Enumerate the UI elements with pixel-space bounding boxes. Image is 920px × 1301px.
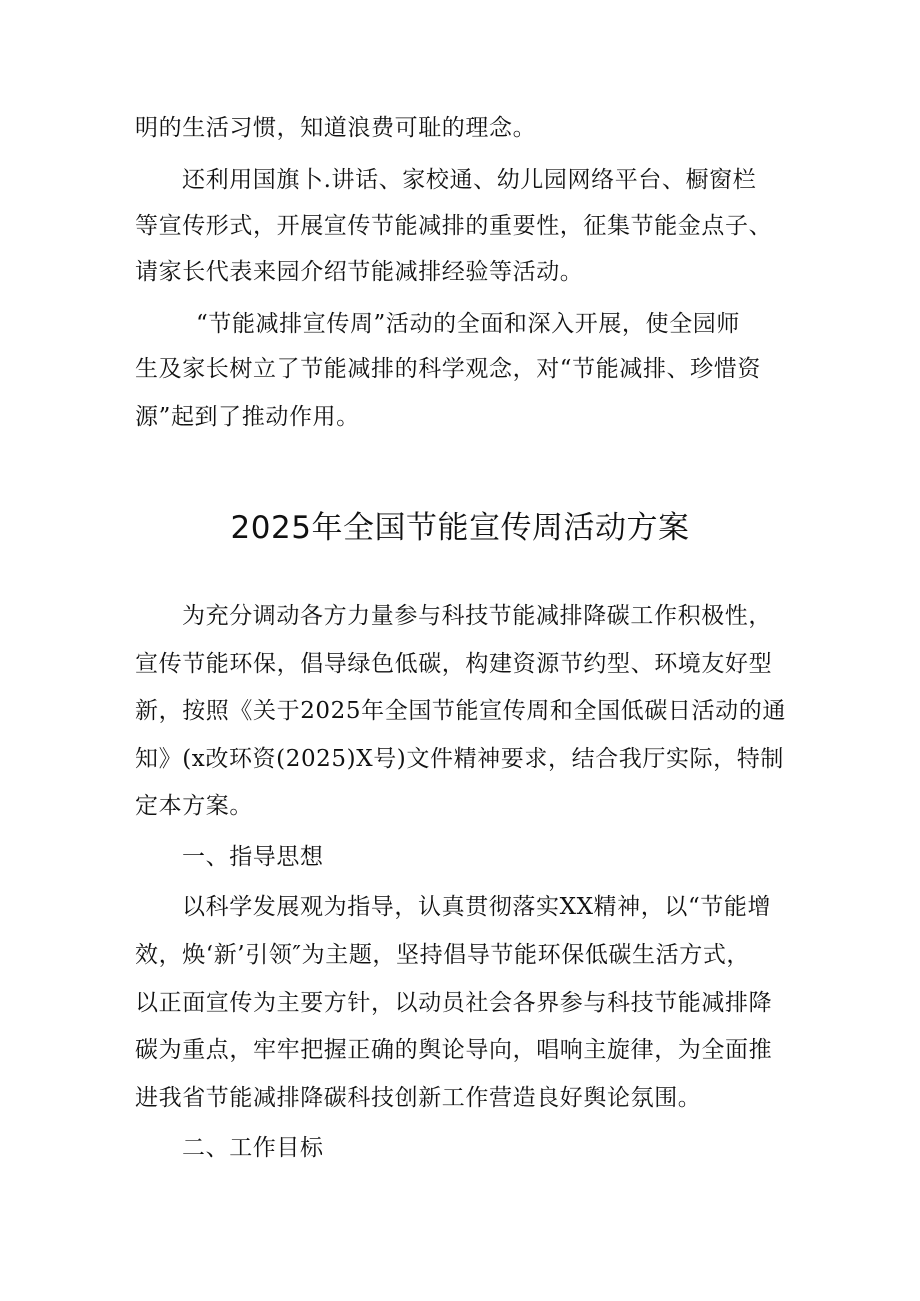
paragraph-line: 为充分调动各方力量参与科技节能减排降碳工作积极性， [182, 603, 772, 629]
paragraph-line: 宣传节能环保，倡导绿色低碳，构建资源节约型、环境友好型 [135, 651, 773, 677]
paragraph-line: 明的生活习惯，知道浪费可耻的理念。 [135, 115, 537, 141]
paragraph-line: 定本方案。 [135, 793, 253, 819]
paragraph-line: 请家长代表来园介绍节能减排经验等活动。 [135, 259, 584, 285]
paragraph-line: 新，按照《关于2025年全国节能宣传周和全国低碳日活动的通 [135, 698, 786, 724]
paragraph-line: 等宣传形式，开展宣传节能减排的重要性，征集节能金点子、 [135, 213, 773, 239]
paragraph-line: 生及家长树立了节能减排的科学观念，对“节能减排、珍惜资 [135, 356, 761, 382]
paragraph-line: 进我省节能减排降碳科技创新工作营造良好舆论氛围。 [135, 1085, 702, 1111]
paragraph-line: 以正面宣传为主要方针，以动员社会各界参与科技节能减排降 [135, 990, 773, 1016]
paragraph-line: “节能减排宣传周”活动的全面和深入开展，使全园师 [196, 311, 740, 337]
document-title: 2025年全国节能宣传周活动方案 [230, 510, 690, 546]
paragraph-line: 知》(x改环资(2025)X号)文件精神要求，结合我厅实际，特制 [135, 746, 784, 772]
section-heading: 二、工作目标 [182, 1135, 324, 1161]
paragraph-line: 以科学发展观为指导，认真贯彻落实XX精神，以“节能增 [182, 894, 772, 920]
paragraph-line: 还利用国旗卜.讲话、家校通、幼儿园网络平台、橱窗栏 [182, 167, 757, 193]
section-heading: 一、指导思想 [182, 844, 324, 870]
paragraph-line: 源”起到了推动作用。 [135, 404, 360, 430]
paragraph-line: 碳为重点，牢牢把握正确的舆论导向，唱响主旋律，为全面推 [135, 1037, 773, 1063]
paragraph-line: 效，焕‘新’引领″为主题，坚持倡导节能环保低碳生活方式， [135, 942, 751, 968]
